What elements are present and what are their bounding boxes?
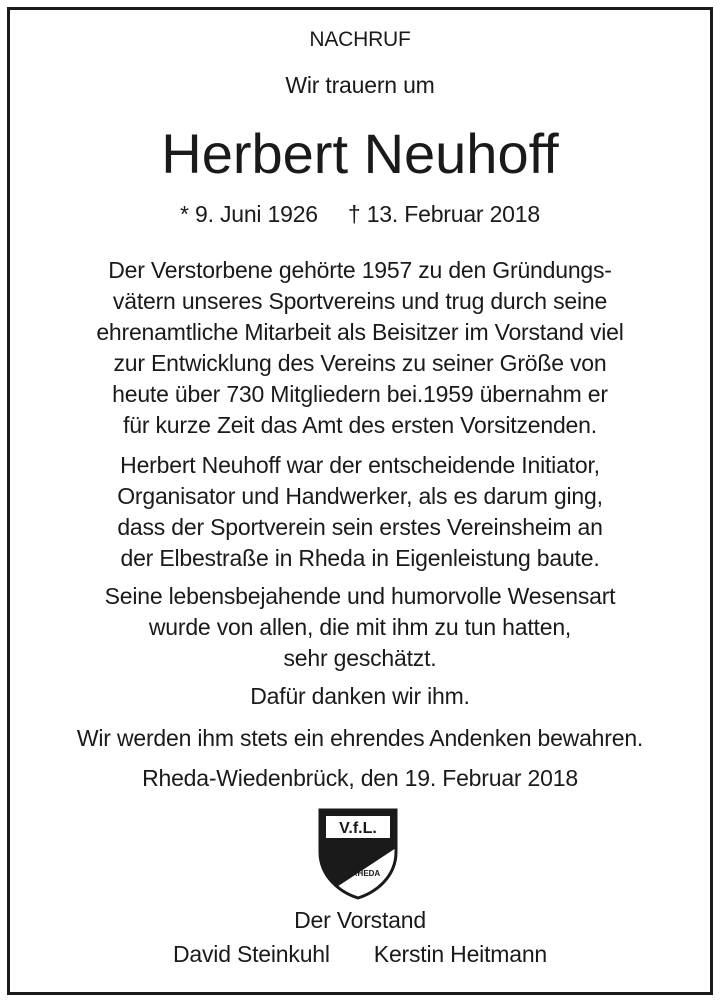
place-date: Rheda-Wiedenbrück, den 19. Februar 2018 bbox=[142, 765, 578, 791]
board-title: Der Vorstand bbox=[294, 907, 426, 933]
heading: NACHRUF bbox=[309, 28, 411, 51]
paragraph2-line: der Elbestraße in Rheda in Eigenleistung baute. bbox=[120, 545, 600, 571]
signatories bbox=[0, 938, 720, 970]
logo-bottom-text: RHEDA bbox=[351, 869, 381, 878]
thanks-text: Dafür danken wir ihm. bbox=[250, 683, 470, 709]
paragraph1-line: heute über 730 Mitgliedern bei.1959 übernahm er bbox=[112, 381, 608, 407]
signatory-name: David Steinkuhl bbox=[172, 941, 330, 967]
paragraph2-line: Organisator und Handwerker, als es darum ging, bbox=[117, 483, 603, 509]
death-date: † 13. Februar 2018 bbox=[347, 201, 540, 227]
birth-date: * 9. Juni 1926 bbox=[180, 201, 318, 227]
logo-top-text: V.f.L. bbox=[339, 820, 377, 837]
paragraph2-line: dass der Sportverein sein erstes Vereinsheim an bbox=[117, 514, 603, 540]
memory-text: Wir werden ihm stets ein ehrendes Andenken bewahren. bbox=[76, 725, 644, 751]
paragraph1-line: zur Entwicklung des Vereins zu seiner Größe von bbox=[113, 350, 607, 376]
paragraph3-line: Seine lebensbejahende und humorvolle Wesensart bbox=[104, 583, 616, 609]
paragraph2-line: Herbert Neuhoff war der entscheidende Initiator, bbox=[120, 452, 600, 478]
paragraph1-line: Der Verstorbene gehörte 1957 zu den Gründungs- bbox=[108, 257, 612, 283]
paragraph3-line: wurde von allen, die mit ihm zu tun hatten, bbox=[148, 614, 572, 640]
intro-text: Wir trauern um bbox=[285, 72, 435, 98]
deceased-name: Herbert Neuhoff bbox=[161, 122, 559, 185]
signatory-name: Kerstin Heitmann bbox=[373, 941, 548, 967]
paragraph3-line: sehr geschätzt. bbox=[283, 645, 437, 671]
life-dates bbox=[0, 198, 720, 230]
paragraph1-line: ehrenamtliche Mitarbeit als Beisitzer im Vorstand viel bbox=[96, 319, 624, 345]
paragraph1-line: vätern unseres Sportvereins und trug durch seine bbox=[112, 288, 608, 314]
vfl-rheda-logo bbox=[317, 808, 399, 900]
paragraph1-line: für kurze Zeit das Amt des ersten Vorsitzenden. bbox=[123, 412, 597, 438]
